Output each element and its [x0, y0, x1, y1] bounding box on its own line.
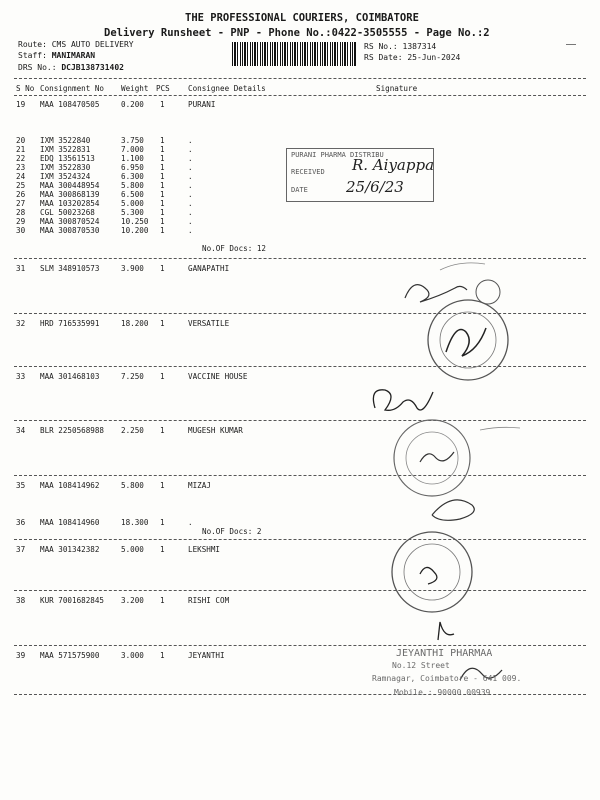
- row-pcs: 1: [160, 154, 165, 163]
- col-consignee: Consignee Details: [188, 84, 266, 93]
- row-sno: 23: [16, 163, 26, 172]
- row-consignment: BLR 2250568988: [40, 426, 105, 435]
- docs-count: No.OF Docs: 12: [202, 244, 267, 253]
- row-weight: 3.900: [121, 264, 144, 273]
- row-consignee: .: [188, 518, 193, 527]
- row-pcs: 1: [160, 145, 165, 154]
- row-consignment: MAA 300868139: [40, 190, 100, 199]
- row-pcs: 1: [160, 217, 165, 226]
- row-consignment: MAA 571575900: [40, 651, 100, 660]
- row-consignee: MIZAJ: [188, 481, 211, 490]
- row-sno: 19: [16, 100, 26, 109]
- row-weight: 6.500: [121, 190, 144, 199]
- rs-date: RS Date: 25-Jun-2024: [364, 53, 461, 62]
- row-sno: 26: [16, 190, 26, 199]
- row-sno: 29: [16, 217, 26, 226]
- row-consignment: MAA 300870530: [40, 226, 100, 235]
- row-consignment: IXM 3522831: [40, 145, 91, 154]
- row-consignee: .: [188, 145, 193, 154]
- row-sno: 24: [16, 172, 26, 181]
- drs-number: DCJB138731402: [61, 63, 124, 72]
- row-consignee: .: [188, 217, 193, 226]
- row-pcs: 1: [160, 100, 165, 109]
- row-consignment: CGL 50023268: [40, 208, 95, 217]
- row-sno: 25: [16, 181, 26, 190]
- col-consignment: Consignment No: [40, 84, 105, 93]
- row-consignment: MAA 108414962: [40, 481, 100, 490]
- company-title: THE PROFESSIONAL COURIERS, COIMBATORE: [185, 12, 419, 24]
- row-consignment: MAA 300870524: [40, 217, 100, 226]
- row-weight: 10.250: [121, 217, 149, 226]
- row-sno: 36: [16, 518, 26, 527]
- row-weight: 5.800: [121, 481, 144, 490]
- row-consignment: MAA 103202854: [40, 199, 100, 208]
- row-consignment: MAA 300448954: [40, 181, 100, 190]
- row-consignment: MAA 301342382: [40, 545, 100, 554]
- row-weight: 5.000: [121, 199, 144, 208]
- row-weight: 18.300: [121, 518, 149, 527]
- row-consignment: MAA 108470505: [40, 100, 100, 109]
- col-signature: Signature: [376, 84, 418, 93]
- row-pcs: 1: [160, 172, 165, 181]
- received-date: 25/6/23: [346, 178, 404, 196]
- row-weight: 5.000: [121, 545, 144, 554]
- runsheet-title: Delivery Runsheet - PNP - Phone No.:0422-3505555 - Page No.:2: [104, 27, 490, 39]
- jeyanthi-stamp-line: Ramnagar, Coimbatore - 641 009.: [372, 674, 522, 683]
- row-consignee: .: [188, 181, 193, 190]
- row-consignee: JEYANTHI: [188, 651, 225, 660]
- row-pcs: 1: [160, 596, 165, 605]
- row-weight: 0.200: [121, 100, 144, 109]
- row-consignee: .: [188, 172, 193, 181]
- row-weight: 3.750: [121, 136, 144, 145]
- row-weight: 2.250: [121, 426, 144, 435]
- row-sno: 28: [16, 208, 26, 217]
- row-consignee: VACCINE HOUSE: [188, 372, 248, 381]
- row-pcs: 1: [160, 372, 165, 381]
- row-sno: 32: [16, 319, 26, 328]
- row-weight: 7.250: [121, 372, 144, 381]
- row-consignment: IXM 3522840: [40, 136, 91, 145]
- row-sno: 30: [16, 226, 26, 235]
- drs-label: DRS No.:: [18, 63, 57, 72]
- row-consignee: VERSATILE: [188, 319, 230, 328]
- row-pcs: 1: [160, 181, 165, 190]
- row-consignee: MUGESH KUMAR: [188, 426, 243, 435]
- row-pcs: 1: [160, 545, 165, 554]
- row-consignment: HRD 716535991: [40, 319, 100, 328]
- row-pcs: 1: [160, 651, 165, 660]
- row-consignment: EDQ 13561513: [40, 154, 95, 163]
- row-sno: 37: [16, 545, 26, 554]
- row-sno: 39: [16, 651, 26, 660]
- row-consignee: LEKSHMI: [188, 545, 221, 554]
- row-consignee: RISHI COM: [188, 596, 230, 605]
- row-weight: 18.200: [121, 319, 149, 328]
- row-consignee: .: [188, 136, 193, 145]
- row-pcs: 1: [160, 208, 165, 217]
- row-weight: 3.000: [121, 651, 144, 660]
- row-weight: 5.300: [121, 208, 144, 217]
- route-label: Route: CMS AUTO DELIVERY: [18, 40, 134, 49]
- received-signature: R. Aiyappa: [352, 156, 435, 174]
- row-weight: 6.950: [121, 163, 144, 172]
- row-pcs: 1: [160, 481, 165, 490]
- row-weight: 10.200: [121, 226, 149, 235]
- row-consignee: GANAPATHI: [188, 264, 230, 273]
- col-weight: Weight: [121, 84, 149, 93]
- received-stamp-line: RECEIVED: [291, 168, 325, 176]
- row-consignee: .: [188, 154, 193, 163]
- row-consignment: MAA 108414960: [40, 518, 100, 527]
- row-pcs: 1: [160, 136, 165, 145]
- row-sno: 38: [16, 596, 26, 605]
- row-pcs: 1: [160, 426, 165, 435]
- received-stamp-line: PURANI PHARMA DISTRIBU: [291, 151, 384, 159]
- row-consignee: PURANI: [188, 100, 216, 109]
- row-sno: 34: [16, 426, 26, 435]
- row-pcs: 1: [160, 199, 165, 208]
- row-weight: 1.100: [121, 154, 144, 163]
- staff-name: MANIMARAN: [51, 51, 96, 60]
- row-sno: 21: [16, 145, 26, 154]
- row-weight: 5.800: [121, 181, 144, 190]
- row-consignment: SLM 348910573: [40, 264, 100, 273]
- row-consignment: MAA 301468103: [40, 372, 100, 381]
- row-consignment: IXM 3522830: [40, 163, 91, 172]
- row-pcs: 1: [160, 163, 165, 172]
- jeyanthi-stamp: [372, 648, 560, 700]
- row-sno: 33: [16, 372, 26, 381]
- col-sno: S No: [16, 84, 35, 93]
- row-weight: 7.000: [121, 145, 144, 154]
- jeyanthi-stamp-line: No.12 Street: [392, 661, 450, 670]
- row-consignee: .: [188, 190, 193, 199]
- col-pcs: PCS: [156, 84, 170, 93]
- row-pcs: 1: [160, 319, 165, 328]
- row-consignee: .: [188, 199, 193, 208]
- row-weight: 6.300: [121, 172, 144, 181]
- row-pcs: 1: [160, 518, 165, 527]
- row-consignee: .: [188, 226, 193, 235]
- staff-label: Staff:: [18, 51, 47, 60]
- docs-count: No.OF Docs: 2: [202, 527, 262, 536]
- rs-number: RS No.: 1387314: [364, 42, 437, 51]
- row-consignment: IXM 3524324: [40, 172, 91, 181]
- row-pcs: 1: [160, 190, 165, 199]
- received-stamp-line: DATE: [291, 186, 308, 194]
- row-sno: 31: [16, 264, 26, 273]
- row-sno: 27: [16, 199, 26, 208]
- jeyanthi-stamp-line: Mobile : 90000 00939: [394, 688, 491, 697]
- row-consignee: .: [188, 208, 193, 217]
- row-consignee: .: [188, 163, 193, 172]
- row-pcs: 1: [160, 264, 165, 273]
- jeyanthi-stamp-line: JEYANTHI PHARMAA: [396, 648, 493, 659]
- row-consignment: KUR 7001682845: [40, 596, 105, 605]
- row-sno: 22: [16, 154, 26, 163]
- row-sno: 35: [16, 481, 26, 490]
- row-weight: 3.200: [121, 596, 144, 605]
- row-sno: 20: [16, 136, 26, 145]
- row-pcs: 1: [160, 226, 165, 235]
